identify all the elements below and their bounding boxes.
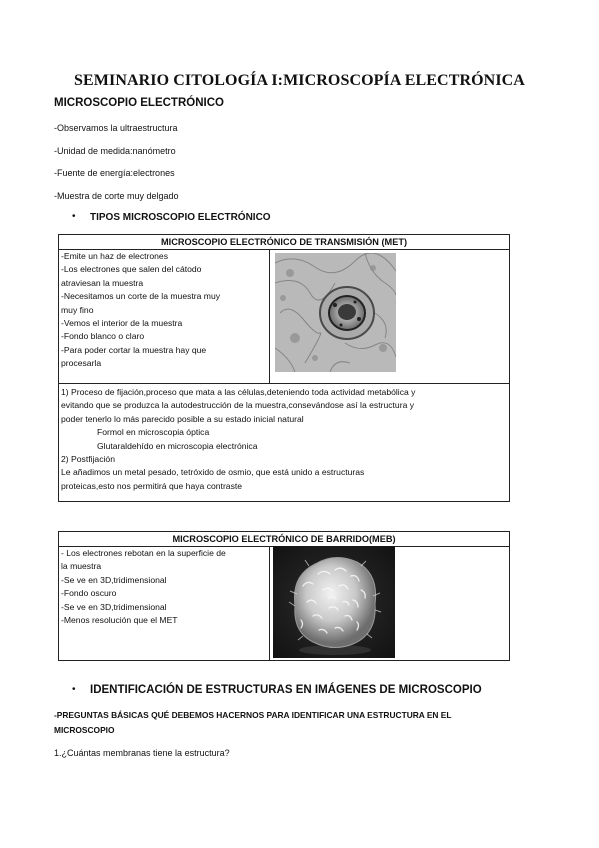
met-process-line: proteicas,esto nos permitirá que haya contraste: [61, 480, 243, 491]
intro-line: -Unidad de medida:nanómetro: [54, 146, 176, 156]
met-line: -Vemos el interior de la muestra: [61, 318, 183, 329]
met-process-line: evitando que se produzca la autodestrucción de la muestra,consevándose así la estructura y: [61, 400, 415, 411]
meb-micrograph-image: [273, 546, 395, 658]
intro-line: -Fuente de energía:electrones: [54, 168, 175, 178]
intro-line: -Observamos la ultraestructura: [54, 123, 178, 133]
bullet-heading-identification: IDENTIFICACIÓN DE ESTRUCTURAS EN IMÁGENES DE MICROSCOPIO: [90, 684, 482, 696]
met-description-cell: [59, 250, 270, 384]
met-line: atraviesan la muestra: [61, 277, 144, 288]
met-table-header: MICROSCOPIO ELECTRÓNICO DE TRANSMISIÓN (MET): [59, 235, 510, 250]
met-process-cell: [59, 384, 510, 502]
met-process-line: 2) Postfijación: [61, 454, 115, 465]
section-heading: MICROSCOPIO ELECTRÓNICO: [54, 97, 224, 109]
bullet-marker: •: [72, 684, 76, 695]
met-process-line: Formol en microscopia óptica: [97, 427, 210, 438]
meb-table-header: MICROSCOPIO ELECTRÓNICO DE BARRIDO(MEB): [59, 532, 510, 547]
met-line: -Necesitamos un corte de la muestra muy: [61, 291, 221, 302]
meb-line: -Se ve en 3D,tridimensional: [61, 574, 167, 585]
questions-heading-line: -PREGUNTAS BÁSICAS QUÉ DEBEMOS HACERNOS PARA IDENTIFICAR UNA ESTRUCTURA EN EL: [54, 710, 452, 720]
document-title: SEMINARIO CITOLOGÍA I:MICROSCOPÍA ELECTRÓNICA: [74, 72, 525, 89]
meb-line: -Se ve en 3D,tridimensional: [61, 601, 167, 612]
bullet-heading-types: TIPOS MICROSCOPIO ELECTRÓNICO: [90, 212, 271, 223]
met-process-line: Le añadimos un metal pesado, tetróxido de osmio, que está unido a estructuras: [61, 467, 365, 478]
bullet-marker: •: [72, 211, 76, 222]
met-line: -Los electrones que salen del cátodo: [61, 264, 202, 275]
meb-line: - Los electrones rebotan en la superficie de: [61, 548, 226, 558]
met-process-line: poder tenerlo lo más parecido posible a su estado inicial natural: [61, 413, 304, 424]
met-line: procesarla: [61, 358, 102, 369]
meb-line: la muestra: [61, 561, 102, 572]
met-process-line: Glutaraldehído en microscopia electrónica: [97, 440, 258, 451]
met-process-line: 1) Proceso de fijación,proceso que mata a las células,deteniendo toda actividad metabólica y: [61, 387, 416, 397]
met-line: -Emite un haz de electrones: [61, 251, 169, 261]
intro-line: -Muestra de corte muy delgado: [54, 191, 179, 201]
met-line: -Para poder cortar la muestra hay que: [61, 344, 207, 355]
met-micrograph-image: [275, 253, 396, 372]
meb-line: -Fondo oscuro: [61, 588, 117, 599]
question-item: 1.¿Cuántas membranas tiene la estructura?: [54, 748, 230, 758]
met-line: muy fino: [61, 304, 94, 315]
questions-heading-line: MICROSCOPIO: [54, 725, 115, 735]
met-line: -Fondo blanco o claro: [61, 331, 145, 342]
meb-description-cell: [59, 547, 270, 661]
meb-line: -Menos resolución que el MET: [61, 615, 178, 626]
